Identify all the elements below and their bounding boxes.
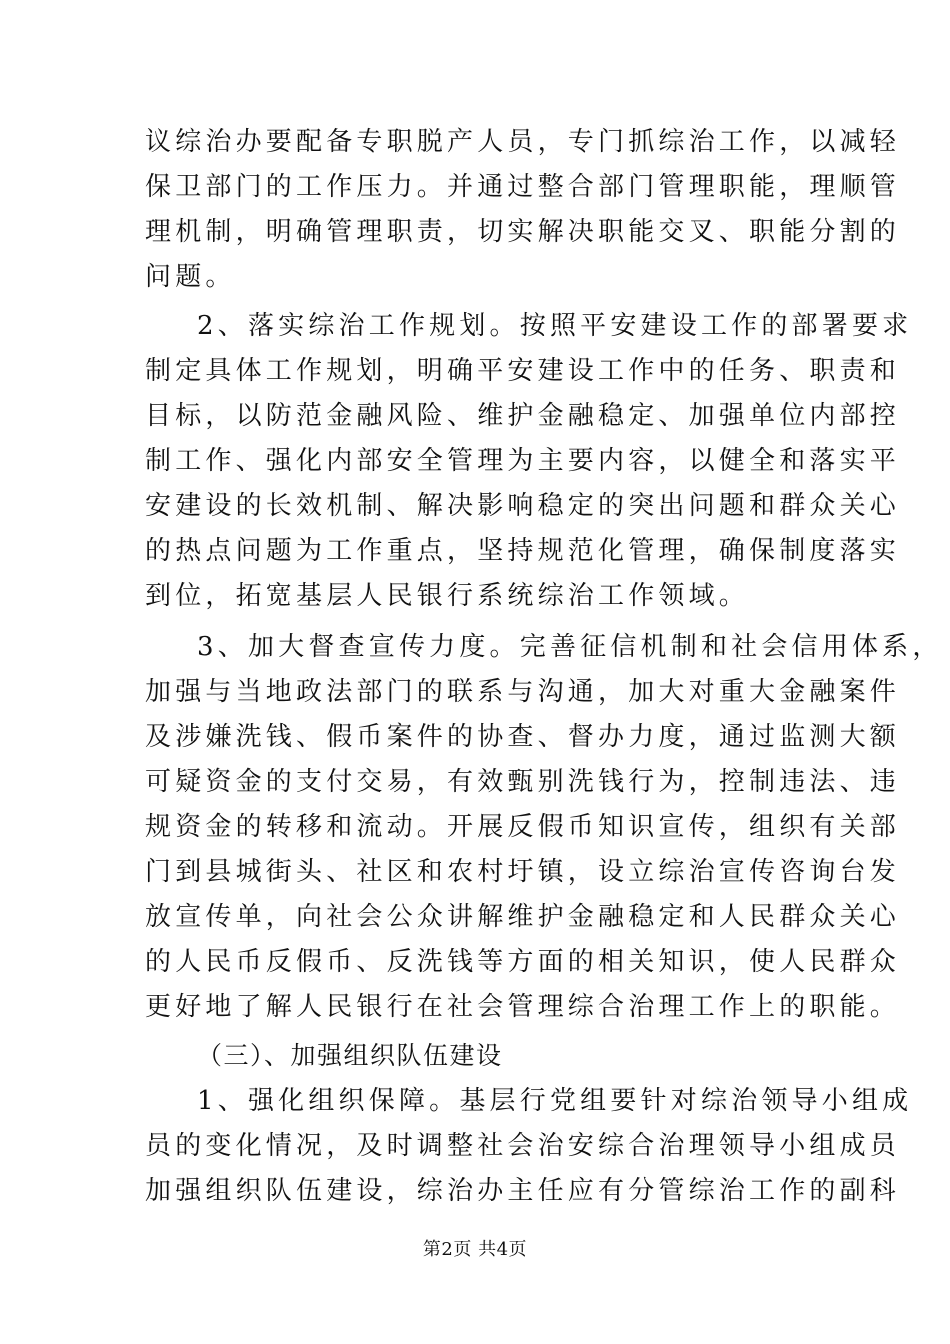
paragraph-line: 保卫部门的工作压力。并通过整合部门管理职能，理顺管 xyxy=(145,172,901,202)
paragraph-line: 及涉嫌洗钱、假币案件的协查、督办力度，通过监测大额 xyxy=(145,722,901,752)
paragraph-line: 员的变化情况，及时调整社会治安综合治理领导小组成员 xyxy=(145,1131,901,1161)
paragraph-line: 安建设的长效机制、解决影响稳定的突出问题和群众关心 xyxy=(145,491,901,521)
paragraph-line: 制工作、强化内部安全管理为主要内容，以健全和落实平 xyxy=(145,446,901,476)
paragraph-line: 的热点问题为工作重点，坚持规范化管理，确保制度落实 xyxy=(145,536,901,566)
section-heading: （三）、加强组织队伍建设 xyxy=(197,1041,503,1070)
paragraph-line: 的人民币反假币、反洗钱等方面的相关知识，使人民群众 xyxy=(145,947,901,977)
paragraph-line: 议综治办要配备专职脱产人员，专门抓综治工作，以减轻 xyxy=(145,127,901,157)
paragraph-line: 问题。 xyxy=(145,262,236,292)
paragraph-line: 规资金的转移和流动。开展反假币知识宣传，组织有关部 xyxy=(145,812,901,842)
paragraph-line: 更好地了解人民银行在社会管理综合治理工作上的职能。 xyxy=(145,992,901,1022)
paragraph-line: 放宣传单，向社会公众讲解维护金融稳定和人民群众关心 xyxy=(145,902,901,932)
paragraph-line: 到位，拓宽基层人民银行系统综治工作领域。 xyxy=(145,581,750,611)
paragraph-line: 门到县城街头、社区和农村圩镇，设立综治宣传咨询台发 xyxy=(145,857,901,887)
paragraph-line: 加强组织队伍建设，综治办主任应有分管综治工作的副科 xyxy=(145,1176,901,1206)
paragraph-line: 1、强化组织保障。基层行党组要针对综治领导小组成 xyxy=(197,1086,913,1116)
paragraph-line: 制定具体工作规划，明确平安建设工作中的任务、职责和 xyxy=(145,356,901,386)
page-footer: 第2页 共4页 xyxy=(422,1239,528,1260)
paragraph-line: 可疑资金的支付交易，有效甄别洗钱行为，控制违法、违 xyxy=(145,767,901,797)
paragraph-line: 理机制，明确管理职责，切实解决职能交叉、职能分割的 xyxy=(145,217,901,247)
paragraph-line: 2、落实综治工作规划。按照平安建设工作的部署要求 xyxy=(197,311,913,341)
paragraph-line: 目标，以防范金融风险、维护金融稳定、加强单位内部控 xyxy=(145,401,901,431)
paragraph-line: 3、加大督查宣传力度。完善征信机制和社会信用体系， xyxy=(197,632,943,662)
paragraph-line: 加强与当地政法部门的联系与沟通，加大对重大金融案件 xyxy=(145,677,901,707)
